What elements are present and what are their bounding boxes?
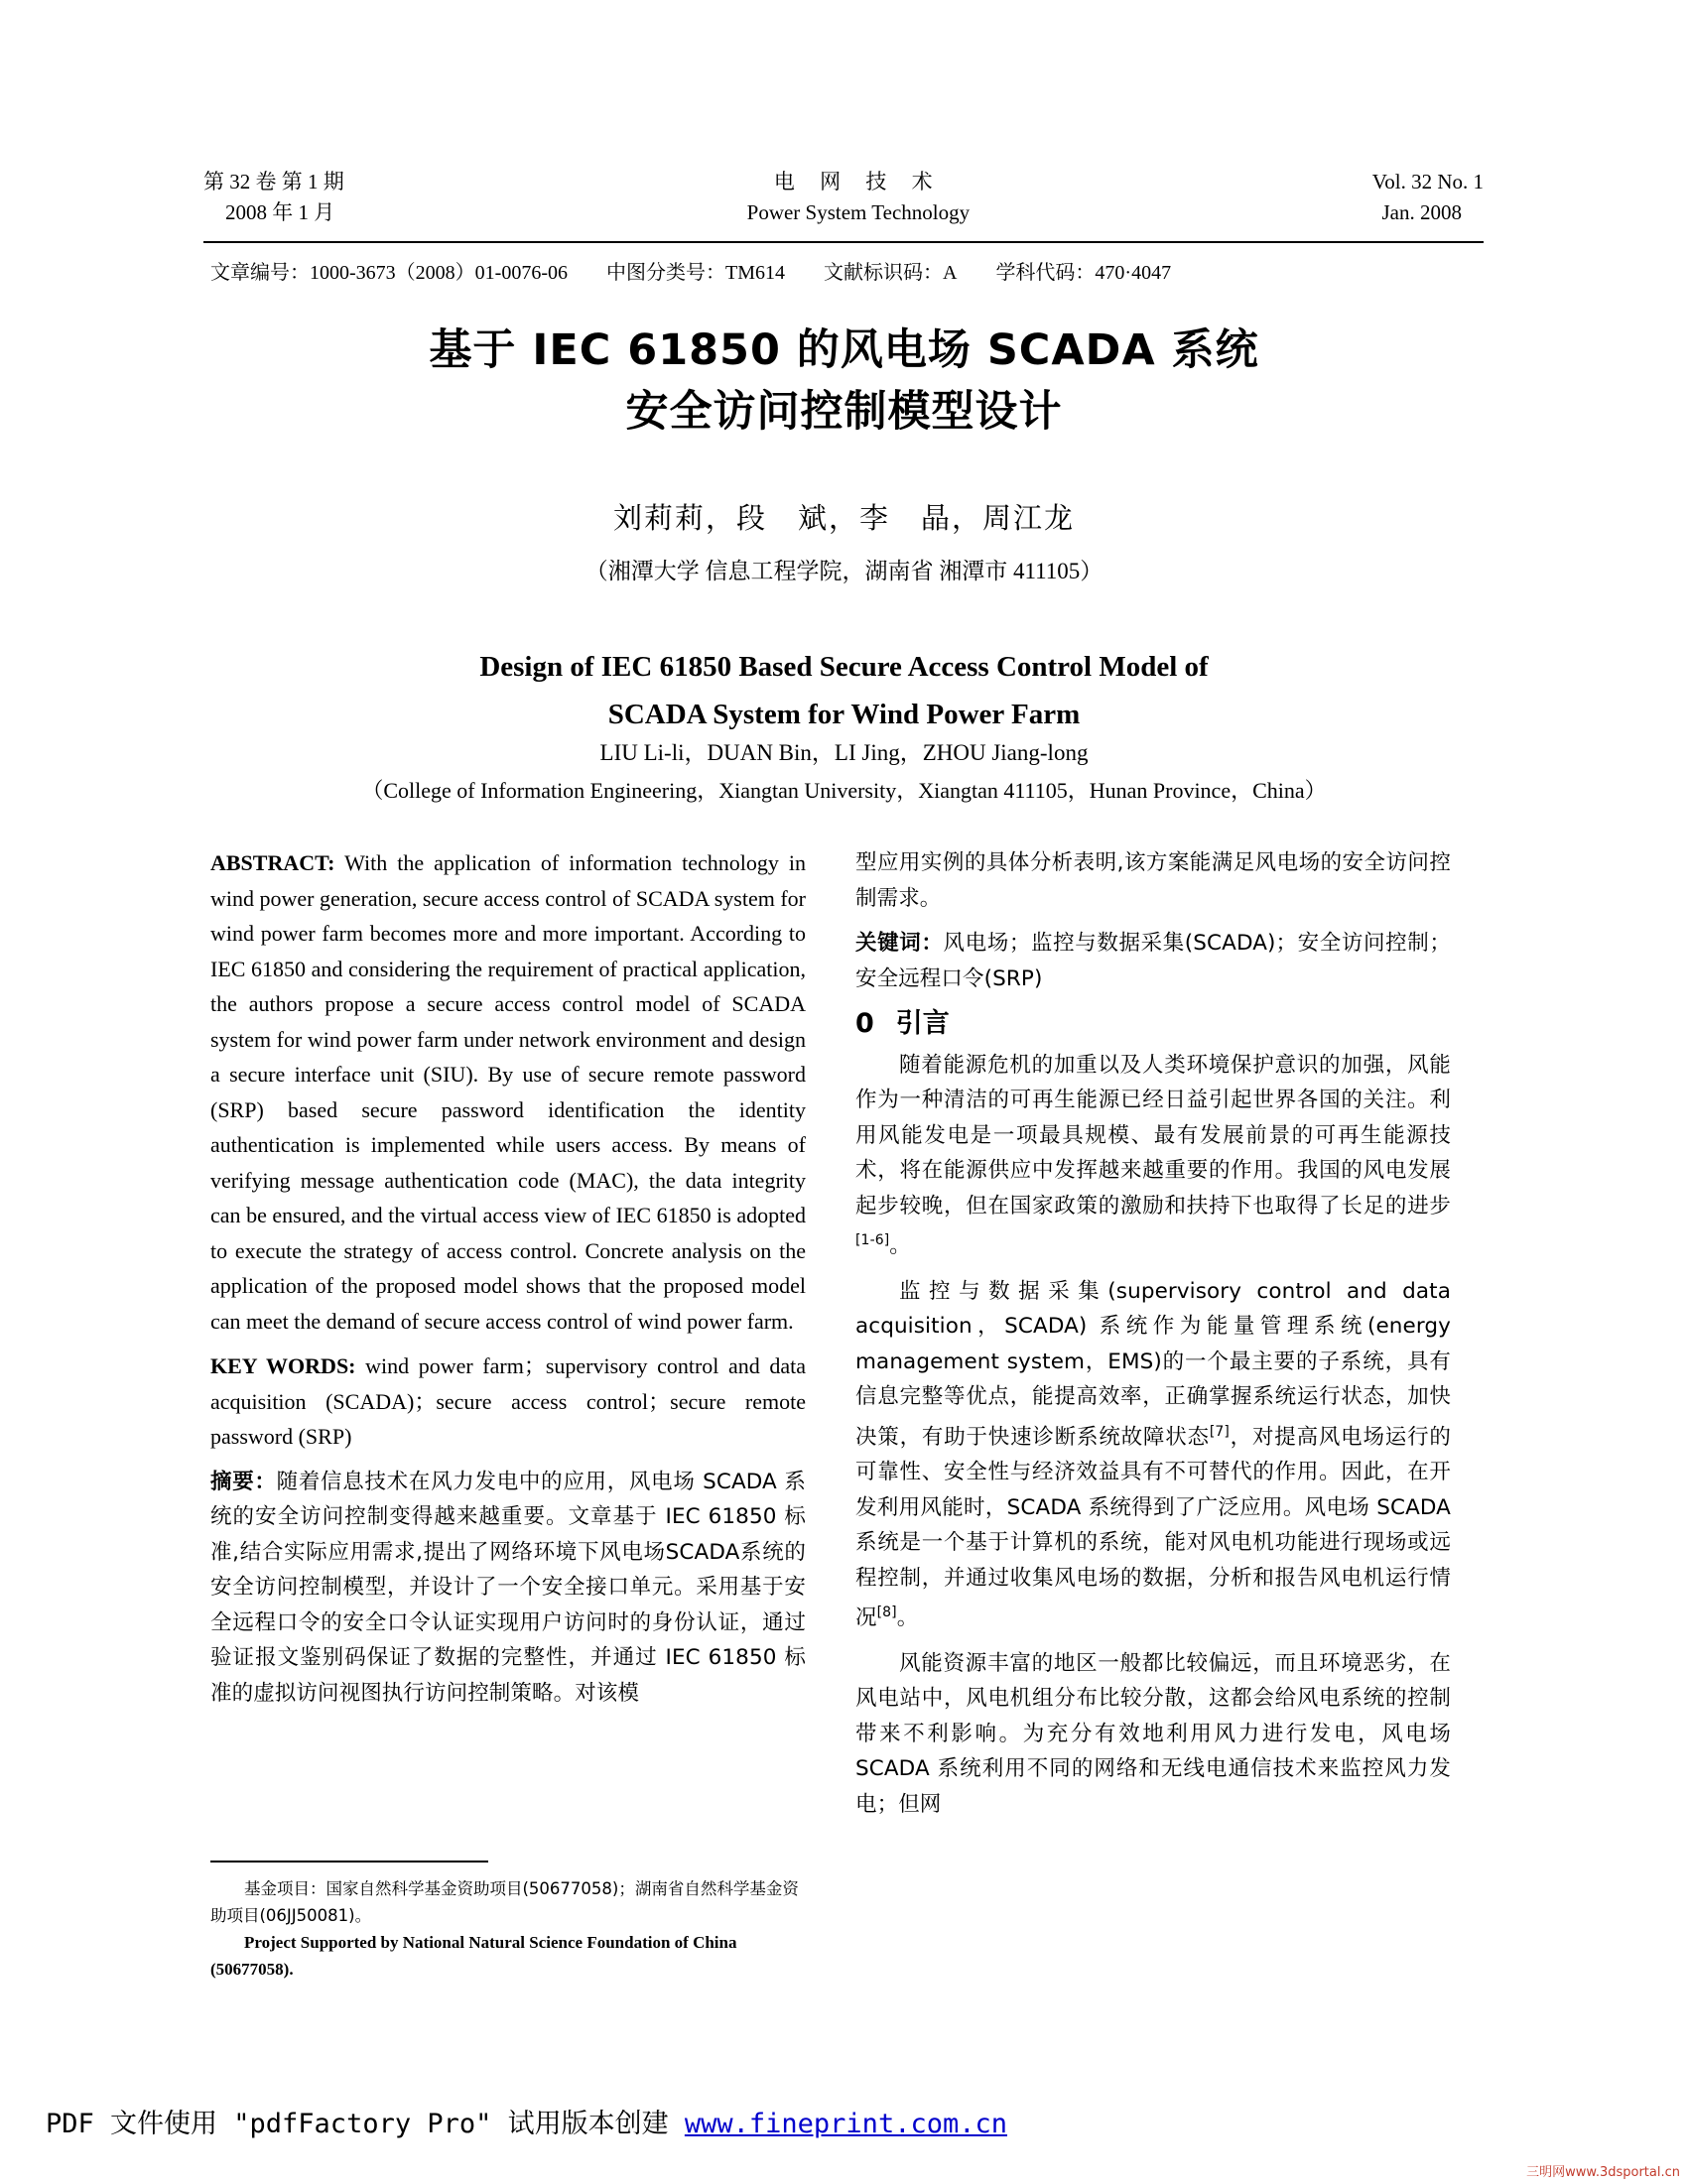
page-title-cn [0, 320, 1688, 443]
footnote-divider [210, 1861, 488, 1863]
intro-p2-text-b: ，对提高风电场运行的可靠性、安全性与经济效益具有不可替代的作用。因此，在开发利用风能时，SCADA 系统得到了广泛应用。风电场 SCADA 系统是一个基于计算机的系统，能对风电机功能进行现场或远程控制，并通过收集风电场的数据，分析和报告风电机运行情况 [855, 1424, 1451, 1631]
funding-note-en: Project Supported by National Natural Science Foundation of China (50677058). [210, 1933, 737, 1979]
citation-ref-7: [7] [1209, 1423, 1230, 1440]
masthead-row-secondary [203, 197, 1484, 228]
keywords-en [210, 1349, 806, 1455]
section-heading-0 [855, 1006, 1451, 1042]
clc-number: 中图分类号：TM614 [605, 262, 785, 284]
citation-ref-8: [8] [876, 1605, 897, 1621]
volume-issue-en: Vol. 32 No. 1 [1371, 170, 1484, 193]
keywords-cn-body: 风电场；监控与数据采集(SCADA)；安全访问控制；安全远程口令(SRP) [855, 931, 1451, 991]
article-id: 文章编号：1000-3673（2008）01-0076-06 [210, 262, 568, 284]
page-title-en [0, 643, 1688, 738]
funding-note-cn: 基金项目：国家自然科学基金资助项目(50677058)；湖南省自然科学基金资助项目(06JJ50081)。 [210, 1879, 799, 1925]
section-title-0: 引言 [895, 1008, 950, 1039]
watermark-text: PDF 文件使用 "pdfFactory Pro" 试用版本创建 [46, 2109, 685, 2139]
abstract-label: ABSTRACT: [210, 850, 335, 875]
issue-date-en: Jan. 2008 [1381, 200, 1462, 224]
journal-masthead [203, 167, 1484, 228]
intro-p1-text: 随着能源危机的加重以及人类环境保护意识的加强，风能作为一种清洁的可再生能源已经日益引起世界各国的关注。利用风能发电是一项最具规模、最有发展前景的可再生能源技术，将在能源供应中发挥越来越重要的作用。我国的风电发展起步较晚，但在国家政策的激励和扶持下也取得了长足的进步 [855, 1052, 1451, 1219]
abstract-cn-continued: 型应用实例的具体分析表明,该方案能满足风电场的安全访问控制需求。 [855, 850, 1451, 911]
intro-paragraph-2 [855, 1274, 1451, 1636]
intro-paragraph-3: 风能资源丰富的地区一般都比较偏远，而且环境恶劣，在风电站中，风电机组分布比较分散，这都会给风电系统的控制带来不利影响。为充分有效地利用风力进行发电，风电场 SCADA 系统利用不同的网络和无线电通信技术来监控风力发电；但网 [855, 1650, 1451, 1817]
issue-date-cn: 2008 年 1 月 [225, 200, 335, 224]
citation-ref-1-6: [1-6] [855, 1232, 890, 1248]
title-en-line-1: Design of IEC 61850 Based Secure Access Control Model of [479, 651, 1209, 683]
keywords-cn [855, 926, 1451, 996]
keywords-en-label: KEY WORDS: [210, 1353, 356, 1378]
footnote-block [210, 1875, 806, 1983]
abstract-body: With the application of information technology in wind power generation, secure access control of SCADA system for wind power farm becomes more and more important. According to IEC 61850 and considering the requirement of practical application, the authors propose a secure access control model of SCADA system for wind power farm under network environment and design a secure interface unit (SIU). By use of secure remote password (SRP) based secure password identification the identity authentication is implemented while users access. By means of verifying message authentication code (MAC), the data integrity can be ensured, and the virtual access view of IEC 61850 is adopted to execute the strategy of access control. Concrete analysis on the application of the proposed model shows that the proposed model can meet the demand of secure access control of wind power farm. [210, 850, 806, 1334]
abstract-cn [210, 1465, 806, 1712]
affiliation-en: （College of Information Engineering，Xiangtan University，Xiangtan 411105，Hunan Province，China） [361, 778, 1327, 803]
abstract-en [210, 845, 806, 1339]
title-cn-line-2: 安全访问控制模型设计 [625, 387, 1063, 437]
intro-p2-text-a: 监控与数据采集(supervisory control and data acquisition，SCADA) 系统作为能量管理系统(energy management system，EMS)的一个最主要的子系统，具有信息完整等优点，能提高效率，正确掌握系统运行状态，加快决策，有助于快速诊断系统故障状态 [855, 1278, 1451, 1450]
masthead-row-primary [203, 167, 1484, 197]
column-right [855, 845, 1451, 1832]
corner-site-mark: 三明网www.3dsportal.cn [1526, 2165, 1680, 2180]
title-en-line-2: SCADA System for Wind Power Farm [607, 699, 1081, 730]
abstract-cn-label: 摘要： [210, 1469, 277, 1494]
intro-paragraph-1 [855, 1048, 1451, 1264]
intro-p1-end: 。 [889, 1233, 911, 1259]
affiliation-cn: （湘潭大学 信息工程学院，湖南省 湘潭市 411105） [584, 559, 1104, 583]
pdf-watermark [46, 2102, 1007, 2140]
column-left [210, 845, 806, 1721]
journal-name-en: Power System Technology [746, 200, 971, 224]
abstract-cn-body: 随着信息技术在风力发电中的应用，风电场 SCADA 系统的安全访问控制变得越来越重要。文章基于 IEC 61850 标准,结合实际应用需求,提出了网络环境下风电场SCADA系统的安全访问控制模型，并设计了一个安全接口单元。采用基于安全远程口令的安全口令认证实现用户访问时的身份认证，通过验证报文鉴别码保证了数据的完整性，并通过 IEC 61850 标准的虚拟访问视图执行访问控制策略。对该模 [210, 1469, 806, 1706]
volume-issue-cn: 第 32 卷 第 1 期 [203, 170, 344, 193]
authors-cn: 刘莉莉，段 斌，李 晶，周江龙 [612, 503, 1075, 535]
title-cn-line-1: 基于 IEC 61850 的风电场 SCADA 系统 [429, 325, 1259, 375]
keywords-en-body: wind power farm；supervisory control and data acquisition (SCADA)；secure access control；secure remote password (SRP) [210, 1353, 806, 1449]
journal-name-cn: 电 网 技 术 [773, 170, 943, 193]
subject-code: 学科代码：470·4047 [995, 262, 1172, 284]
keywords-cn-label: 关键词： [855, 931, 944, 956]
watermark-url-link[interactable]: www.fineprint.com.cn [684, 2109, 1007, 2139]
authors-en: LIU Li-li，DUAN Bin，LI Jing，ZHOU Jiang-long [599, 740, 1089, 765]
article-meta-line [210, 256, 1491, 285]
document-code: 文献标识码：A [823, 262, 958, 284]
intro-p2-text-c: 。 [896, 1606, 919, 1631]
section-number-0: 0 [855, 1008, 874, 1039]
masthead-divider [203, 241, 1484, 243]
